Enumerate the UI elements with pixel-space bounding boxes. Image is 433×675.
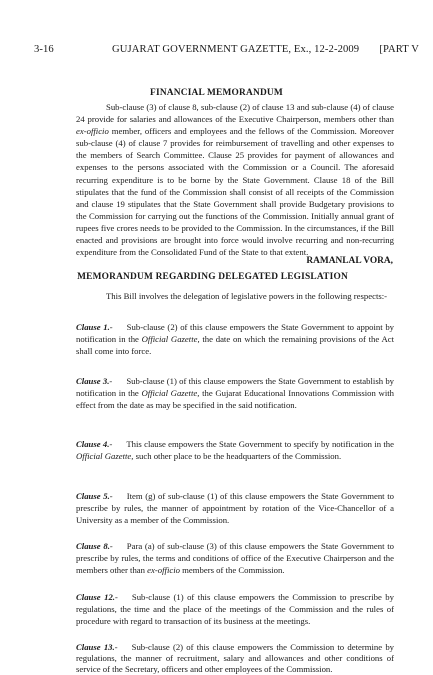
financial-body-text-b: member, officers and employees and the fellows of the Commission. Moreover sub-clause (4) of clause 7 provides for reimbursement of travelling and other expenses to the members of Search Committee. Clause 25 provides for payment of allowances and expenses to the persons associated with the Commission or a Council. The aforesaid recurring expenditure is to be borne by the State Government. Clause 18 of the Bill stipulates that the fund of the Commission shall consist of all receipts of the Commission and clause 19 stipulates that the State Government shall provide Budgetary provisions to the Commission for carrying out the functions of the Commission. Initially annual grant of rupees five crores needs to be provided to the Commission. In the circumstances, if the Bill enacted and provisions are brought into force would involve recurring and non-recurring expenditure from the Consolidated Fund of the State to that extent.: [76, 126, 394, 258]
page-header: [34, 44, 419, 55]
clause-4-emphasis: Official Gazette: [76, 451, 132, 462]
clause-8: [76, 540, 394, 576]
clause-5-label: Clause 5.-: [76, 491, 113, 501]
clause-1-emphasis: Official Gazette: [141, 334, 198, 345]
clause-8-label: Clause 8.-: [76, 541, 113, 551]
signature: RAMANLAL VORA,: [306, 256, 393, 266]
clause-13-label: Clause 13.-: [76, 642, 118, 652]
financial-body-emphasis: ex-officio: [76, 126, 109, 137]
clause-13-text: Sub-clause (2) of this clause empowers the Commission to determine by regulations, the manner of recruitment, salary and allowances and other conditions of service of the Secretary, officers and other employees of the Commission.: [76, 642, 395, 674]
clause-12-label: Clause 12.-: [76, 592, 118, 602]
clause-1-label: Clause 1.-: [76, 322, 113, 332]
clause-8-emphasis: ex-officio: [147, 565, 180, 576]
clause-1-text-b: , the date on which the remaining provisions of the Act shall come into force.: [76, 334, 394, 357]
clause-4-label: Clause 4.-: [76, 439, 113, 449]
clause-4-text-b: , such other place to be the headquarters of the Commission.: [131, 451, 342, 462]
financial-body-text-a: Sub-clause (3) of clause 8, sub-clause (2) of clause 13 and sub-clause (4) of clause 24 provide for salaries and allowances of the Executive Chairperson, members other than: [76, 102, 394, 125]
clause-3: [76, 375, 394, 411]
clause-5: [76, 490, 394, 526]
part-label: [PART V: [379, 44, 419, 55]
clause-1-text-a: Sub-clause (2) of this clause empowers the State Government to appoint by notification in the: [76, 322, 395, 345]
clause-5-text: Item (g) of sub-clause (1) of this clause empowers the State Government to prescribe by rules, the manner of appointment by rotation of the Vice-Chancellor of a University as a member of the Commission.: [76, 491, 394, 526]
clause-13: [76, 642, 394, 675]
clause-3-text-b: the Gujarat Educational Innovations Commission with effect from the date as may be specified in the said notification.: [76, 388, 394, 411]
clause-1: [76, 321, 394, 357]
gazette-title: GUJARAT GOVERNMENT GAZETTE, Ex., 12-2-2009: [112, 44, 360, 55]
clause-3-emphasis: Official Gazette,: [141, 388, 200, 399]
financial-memorandum-title: FINANCIAL MEMORANDUM: [150, 88, 283, 98]
clause-3-text-a: Sub-clause (1) of this clause empowers the State Government to establish by notification in the: [76, 376, 395, 399]
clause-8-text-a: Para (a) of sub-clause (3) of this clause empowers the State Government to prescribe by rules, the terms and conditions of office of the Executive Chairperson and the members other than: [76, 541, 394, 576]
delegated-legislation-title: MEMORANDUM REGARDING DELEGATED LEGISLATION: [77, 272, 348, 282]
clause-12-text: Sub-clause (1) of this clause empowers the Commission to prescribe by regulations, the time and the place of the meetings of the Commission and the rules of procedure with regard to transaction of its business at the meetings.: [76, 592, 394, 627]
clause-3-label: Clause 3.-: [76, 376, 113, 386]
clause-12: [76, 591, 394, 627]
delegated-intro: This Bill involves the delegation of legislative powers in the following respects:-: [106, 291, 388, 301]
clause-4: [76, 438, 394, 462]
financial-memorandum-body: [76, 101, 394, 258]
page-number: 3-16: [34, 44, 54, 55]
clause-8-text-b: members of the Commission.: [179, 565, 285, 576]
clause-4-text-a: This clause empowers the State Government to specify by notification in the: [126, 439, 394, 449]
